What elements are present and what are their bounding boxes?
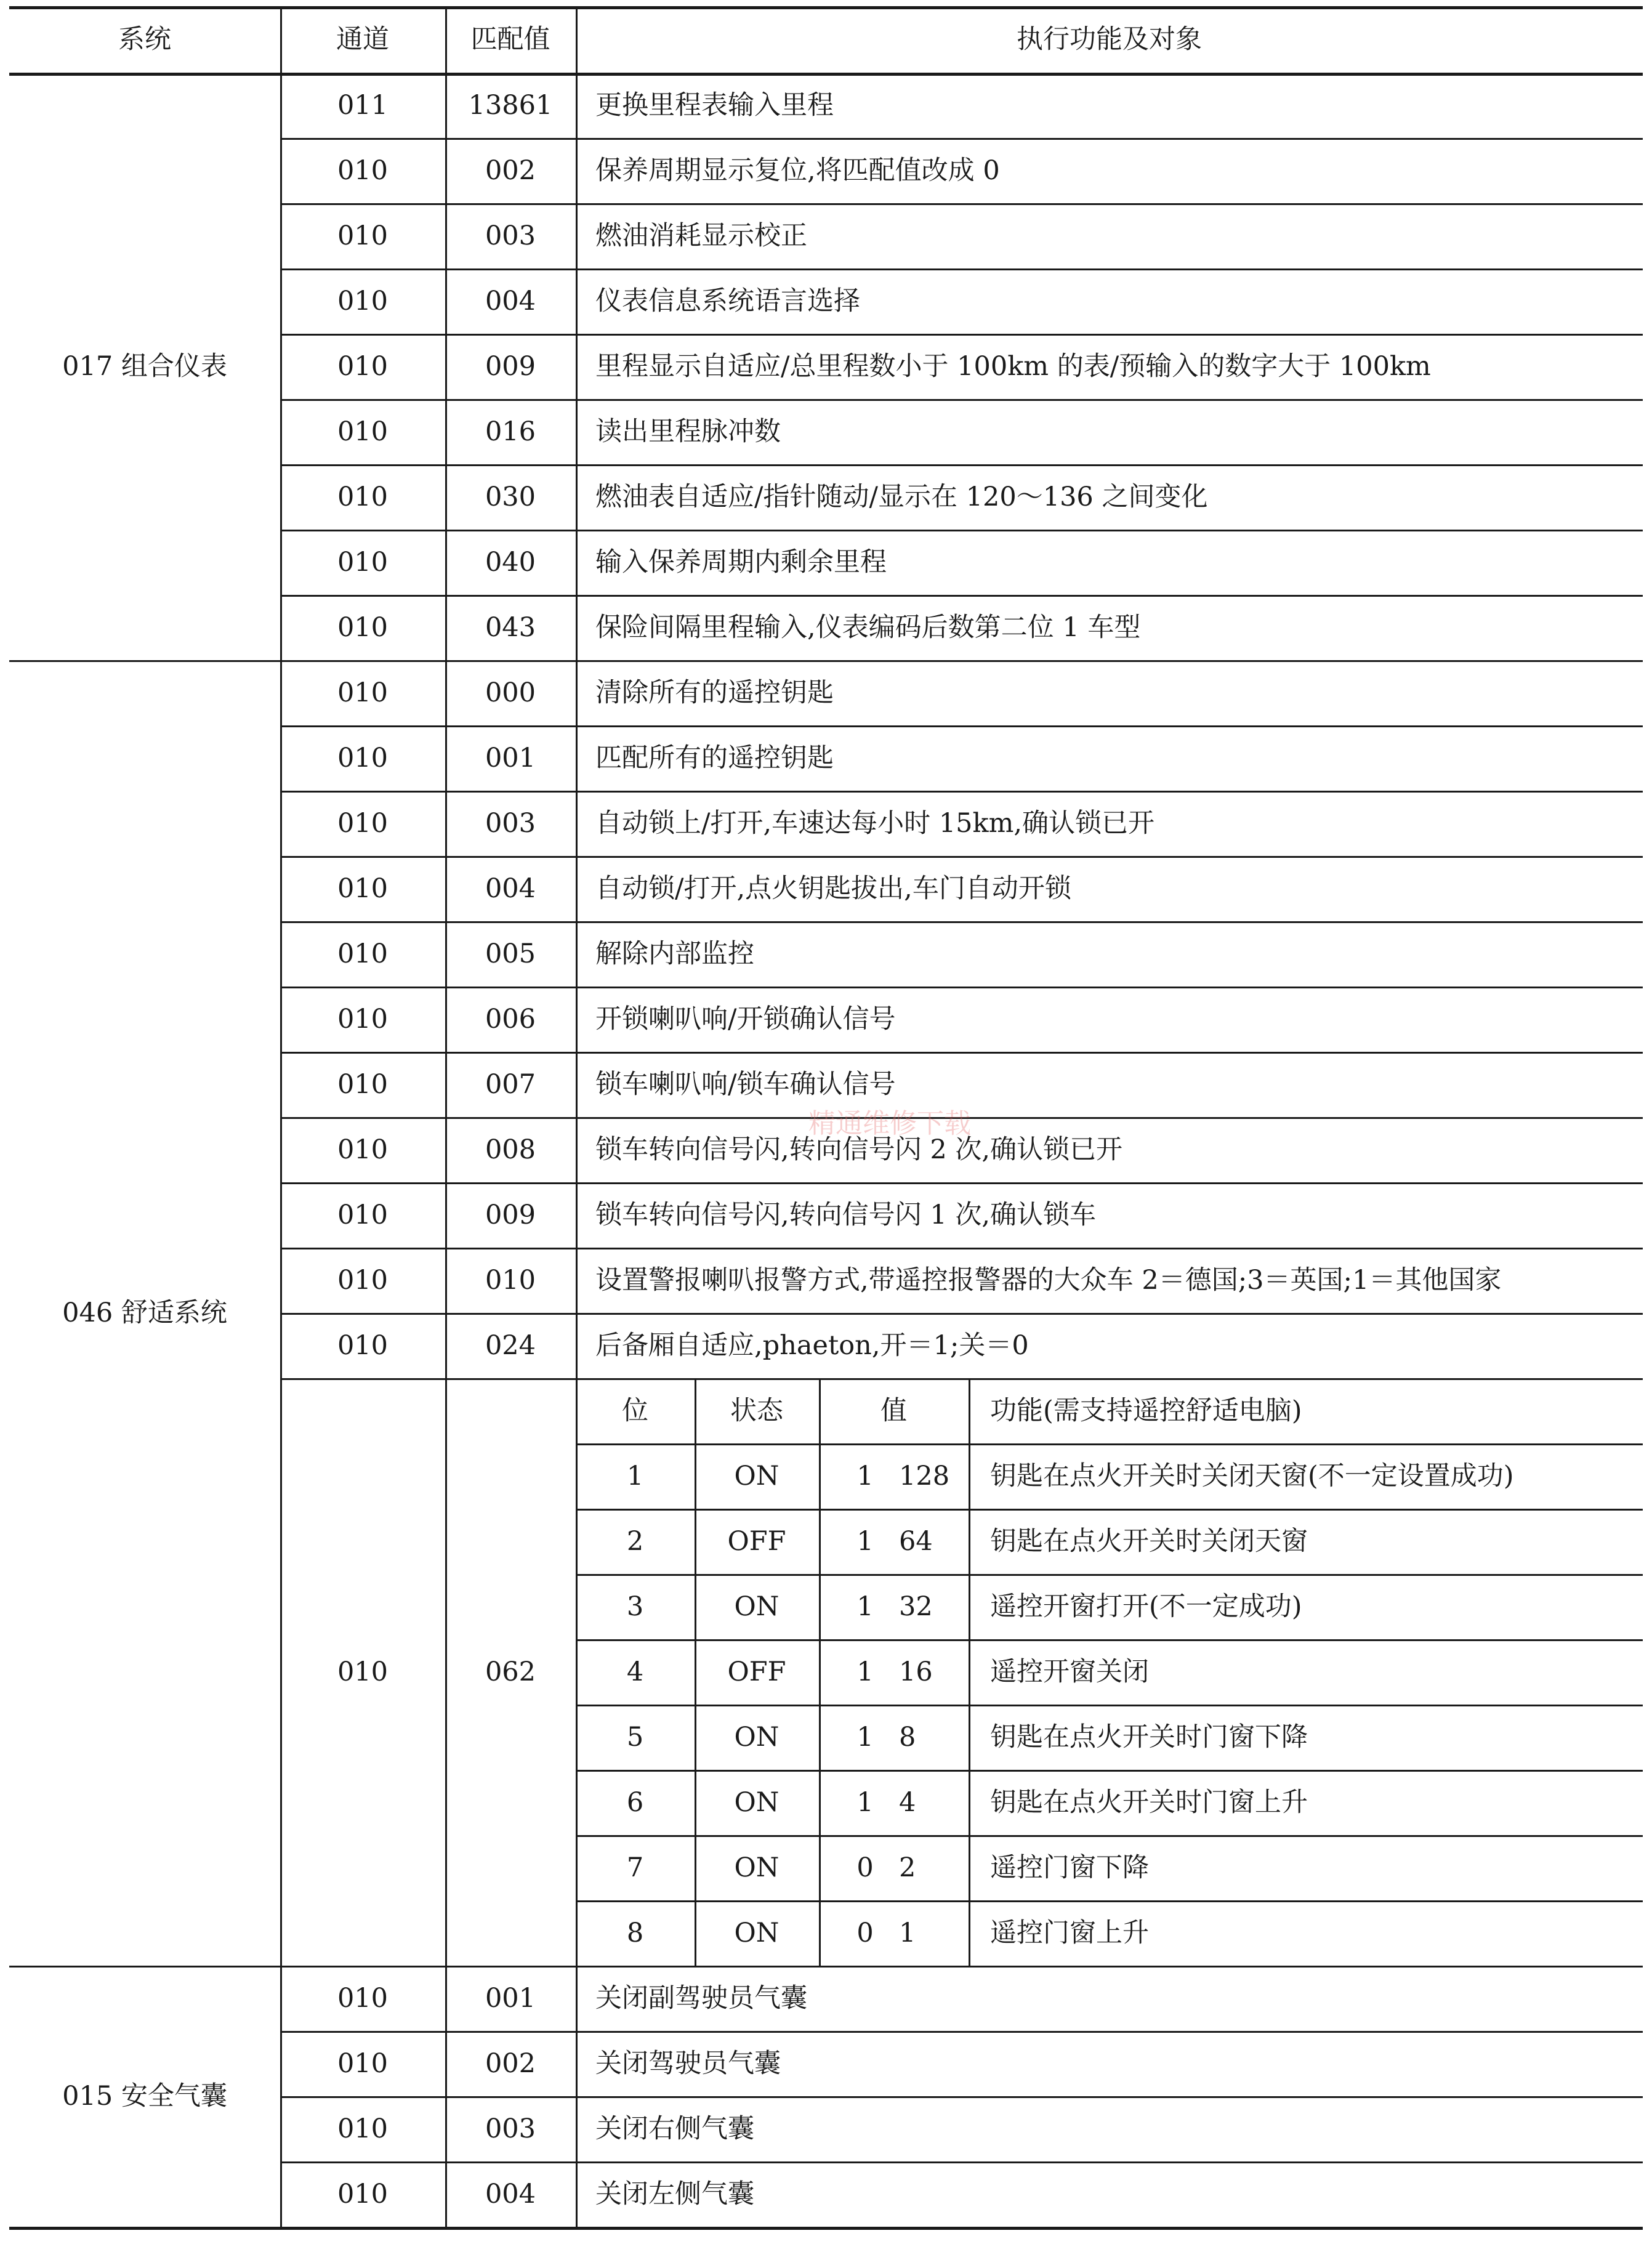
match-value-cell: 010 [485,1264,536,1296]
channel-cell: 010 [337,742,389,773]
match-value-cell: 024 [485,1330,536,1361]
function-cell: 后备厢自适应,phaeton,开＝1;关＝0 [595,1330,1029,1361]
bit-cell: 4 [626,1656,644,1687]
header-match-value: 匹配值 [470,23,550,55]
channel-cell: 010 [337,285,389,317]
function-cell: 自动锁上/打开,车速达每小时 15km,确认锁已开 [595,807,1155,839]
match-value-cell: 003 [485,2113,536,2144]
channel-cell: 010 [337,416,389,447]
channel-cell: 010 [337,2178,389,2210]
value-bit-cell: 0 [856,1917,874,1948]
channel-cell: 010 [337,350,389,382]
value-weight-cell: 2 [899,1852,916,1883]
value-weight-cell: 1 [899,1917,916,1948]
channel-cell: 010 [337,611,389,643]
channel-cell: 010 [337,546,389,578]
match-value-cell: 002 [485,2048,536,2079]
value-bit-cell: 1 [856,1460,874,1491]
function-cell: 燃油表自适应/指针随动/显示在 120～136 之间变化 [595,481,1208,512]
channel-cell: 010 [337,220,389,251]
channel-cell: 010 [337,1068,389,1100]
value-bit-cell: 1 [856,1786,874,1818]
channel-cell: 010 [337,938,389,969]
match-value-cell: 016 [485,416,536,447]
match-value-cell: 005 [485,938,536,969]
sub-header-bit: 位 [622,1395,648,1426]
sub-function-cell: 钥匙在点火开关时门窗上升 [990,1786,1308,1818]
channel-cell: 010 [337,807,389,839]
match-value-cell: 13861 [468,89,553,121]
function-cell: 关闭右侧气囊 [595,2113,754,2144]
function-cell: 保养周期显示复位,将匹配值改成 0 [595,155,1000,186]
match-value-cell: 043 [485,611,536,643]
channel-cell: 010 [337,1656,389,1687]
table-bottom-rule [9,2227,1643,2230]
function-cell: 燃油消耗显示校正 [595,220,807,251]
match-value-cell: 009 [485,1199,536,1230]
function-cell: 更换里程表输入里程 [595,89,834,121]
channel-cell: 010 [337,1199,389,1230]
header-function: 执行功能及对象 [1017,23,1202,55]
sub-header-function: 功能(需支持遥控舒适电脑) [990,1395,1302,1426]
sub-header-value: 值 [880,1395,907,1426]
state-cell: ON [734,1460,780,1491]
function-cell: 保险间隔里程输入,仪表编码后数第二位 1 车型 [595,611,1141,643]
match-value-cell: 003 [485,807,536,839]
match-value-cell: 004 [485,873,536,904]
function-cell: 读出里程脉冲数 [595,416,781,447]
value-bit-cell: 1 [856,1656,874,1687]
state-cell: ON [734,1721,780,1753]
function-cell: 清除所有的遥控钥匙 [595,677,834,708]
value-weight-cell: 16 [899,1656,933,1687]
match-value-cell: 007 [485,1068,536,1100]
sub-function-cell: 遥控开窗关闭 [990,1656,1149,1687]
sub-column-rule [819,1378,821,1966]
channel-cell: 010 [337,2048,389,2079]
match-value-cell: 006 [485,1003,536,1035]
value-weight-cell: 8 [899,1721,916,1753]
system-comfort: 046 舒适系统 [62,1297,227,1328]
bit-cell: 3 [626,1591,644,1622]
match-value-cell: 009 [485,350,536,382]
value-weight-cell: 128 [899,1460,950,1491]
state-cell: OFF [727,1525,786,1557]
value-bit-cell: 1 [856,1591,874,1622]
state-cell: ON [734,1852,780,1883]
sub-column-rule [969,1378,970,1966]
sub-function-cell: 遥控门窗下降 [990,1852,1149,1883]
state-cell: ON [734,1591,780,1622]
channel-cell: 010 [337,2113,389,2144]
state-cell: ON [734,1786,780,1818]
function-cell: 里程显示自适应/总里程数小于 100km 的表/预输入的数字大于 100km [595,350,1431,382]
match-value-cell: 001 [485,1982,536,2014]
function-cell: 锁车喇叭响/锁车确认信号 [595,1068,896,1100]
match-value-cell: 040 [485,546,536,578]
sub-function-cell: 钥匙在点火开关时关闭天窗 [990,1525,1308,1557]
channel-cell: 010 [337,155,389,186]
state-cell: OFF [727,1656,786,1687]
watermark-text: 精通维修下载 [808,1108,971,1139]
match-value-cell: 004 [485,285,536,317]
function-cell: 锁车转向信号闪,转向信号闪 1 次,确认锁车 [595,1199,1097,1230]
bit-cell: 8 [626,1917,644,1948]
value-weight-cell: 32 [899,1591,933,1622]
value-bit-cell: 1 [856,1721,874,1753]
function-cell: 自动锁/打开,点火钥匙拔出,车门自动开锁 [595,873,1071,904]
match-value-cell: 030 [485,481,536,512]
column-rule [445,6,447,2227]
function-cell: 仪表信息系统语言选择 [595,285,860,317]
bit-cell: 2 [626,1525,644,1557]
bit-cell: 7 [626,1852,644,1883]
bit-cell: 5 [626,1721,644,1753]
sub-function-cell: 钥匙在点火开关时门窗下降 [990,1721,1308,1753]
value-bit-cell: 0 [856,1852,874,1883]
function-cell: 开锁喇叭响/开锁确认信号 [595,1003,896,1035]
match-value-cell: 003 [485,220,536,251]
sub-column-rule [695,1378,696,1966]
channel-cell: 010 [337,1003,389,1035]
header-channel: 通道 [336,23,389,55]
match-value-cell: 004 [485,2178,536,2210]
system-instrument-cluster: 017 组合仪表 [62,350,227,382]
channel-cell: 010 [337,481,389,512]
bit-cell: 1 [626,1460,644,1491]
header-system: 系统 [118,23,171,55]
match-value-cell: 002 [485,155,536,186]
function-cell: 锁车转向信号闪,转向信号闪 2 次,确认锁已开 [595,1134,1123,1165]
channel-cell: 010 [337,1330,389,1361]
value-weight-cell: 64 [899,1525,933,1557]
match-value-cell: 001 [485,742,536,773]
function-cell: 关闭左侧气囊 [595,2178,754,2210]
function-cell: 解除内部监控 [595,938,754,969]
function-cell: 设置警报喇叭报警方式,带遥控报警器的大众车 2＝德国;3＝英国;1＝其他国家 [595,1264,1502,1296]
function-cell: 关闭驾驶员气囊 [595,2048,781,2079]
bit-cell: 6 [626,1786,644,1818]
function-cell: 关闭副驾驶员气囊 [595,1982,807,2014]
channel-cell: 010 [337,873,389,904]
function-cell: 输入保养周期内剩余里程 [595,546,887,578]
function-cell: 匹配所有的遥控钥匙 [595,742,834,773]
column-rule [576,6,578,2227]
channel-cell: 010 [337,1982,389,2014]
match-value-cell: 062 [485,1656,536,1687]
system-airbag: 015 安全气囊 [62,2080,227,2112]
channel-cell: 010 [337,1134,389,1165]
match-value-cell: 000 [485,677,536,708]
sub-function-cell: 遥控门窗上升 [990,1917,1149,1948]
channel-cell: 010 [337,1264,389,1296]
sub-function-cell: 遥控开窗打开(不一定成功) [990,1591,1302,1622]
channel-cell: 010 [337,677,389,708]
match-value-cell: 008 [485,1134,536,1165]
sub-function-cell: 钥匙在点火开关时关闭天窗(不一定设置成功) [990,1460,1514,1491]
value-weight-cell: 4 [899,1786,916,1818]
sub-header-state: 状态 [730,1395,783,1426]
state-cell: ON [734,1917,780,1948]
column-rule [280,6,282,2227]
value-bit-cell: 1 [856,1525,874,1557]
channel-cell: 011 [337,89,389,121]
